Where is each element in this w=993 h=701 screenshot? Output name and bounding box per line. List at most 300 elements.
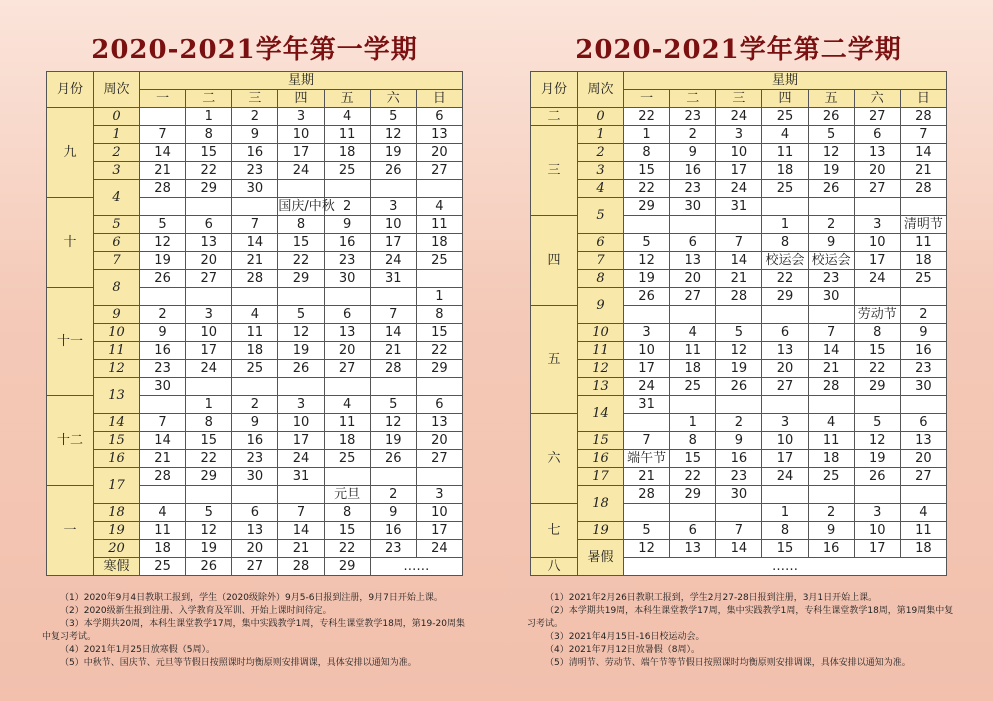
day-cell: 12 bbox=[140, 234, 186, 252]
month-cell: 八 bbox=[531, 558, 578, 576]
day-cell bbox=[140, 198, 186, 216]
day-cell: 7 bbox=[140, 126, 186, 144]
day-cell: 2 bbox=[900, 306, 946, 324]
month-cell: 七 bbox=[531, 504, 578, 558]
week-row bbox=[531, 432, 947, 450]
day-cell: 7 bbox=[624, 432, 670, 450]
note: （2）2020级新生报到注册、入学教育及军训、开始上课时间待定。 bbox=[60, 606, 332, 616]
week-row bbox=[47, 108, 463, 126]
day-cell: 3 bbox=[854, 504, 900, 522]
day-cell: 20 bbox=[900, 450, 946, 468]
day-cell: 15 bbox=[416, 324, 462, 342]
month-cell: 十 bbox=[47, 198, 94, 288]
day-of-week-header: 二 bbox=[186, 90, 232, 108]
day-cell: 12 bbox=[186, 522, 232, 540]
day-cell: 21 bbox=[808, 360, 854, 378]
day-cell bbox=[324, 468, 370, 486]
week-row bbox=[47, 126, 463, 144]
day-cell: 9 bbox=[808, 234, 854, 252]
day-cell: 29 bbox=[854, 378, 900, 396]
day-cell: 26 bbox=[370, 450, 416, 468]
week-number-cell: 12 bbox=[578, 360, 624, 378]
day-cell: 6 bbox=[670, 522, 716, 540]
day-cell: 7 bbox=[232, 216, 278, 234]
week-row-split bbox=[47, 180, 463, 198]
day-cell: 13 bbox=[762, 342, 808, 360]
day-cell: 23 bbox=[370, 540, 416, 558]
day-cell: 国庆/中秋 bbox=[278, 199, 335, 214]
day-of-week-header: 四 bbox=[762, 90, 808, 108]
day-cell: 24 bbox=[854, 270, 900, 288]
week-number-cell: 1 bbox=[578, 126, 624, 144]
week-number-cell: 9 bbox=[94, 306, 140, 324]
day-cell: 19 bbox=[186, 540, 232, 558]
day-cell: 20 bbox=[854, 162, 900, 180]
day-cell bbox=[716, 504, 762, 522]
day-cell: 24 bbox=[416, 540, 462, 558]
day-cell: 28 bbox=[278, 558, 324, 576]
week-row bbox=[47, 234, 463, 252]
week-row-split bbox=[531, 288, 947, 306]
day-cell bbox=[186, 486, 232, 504]
day-cell: 26 bbox=[140, 270, 186, 288]
week-number-cell: 13 bbox=[578, 378, 624, 396]
day-cell bbox=[232, 288, 278, 306]
day-cell: 30 bbox=[140, 378, 186, 396]
day-cell: 12 bbox=[808, 144, 854, 162]
day-cell: 4 bbox=[900, 504, 946, 522]
day-cell: 20 bbox=[670, 270, 716, 288]
week-row bbox=[531, 252, 947, 270]
day-cell bbox=[232, 378, 278, 396]
day-cell: 25 bbox=[808, 468, 854, 486]
day-cell bbox=[808, 306, 854, 324]
day-cell: 18 bbox=[762, 162, 808, 180]
day-cell: 7 bbox=[278, 504, 324, 522]
day-cell: 8 bbox=[416, 306, 462, 324]
day-of-week-header: 二 bbox=[670, 90, 716, 108]
day-cell: 17 bbox=[624, 360, 670, 378]
day-cell: 4 bbox=[808, 414, 854, 432]
day-cell: 20 bbox=[324, 342, 370, 360]
day-cell: 13 bbox=[670, 252, 716, 270]
note: （2）本学期共19周，本科生课堂教学17周，集中实践教学1周，专科生课堂教学18周，第19周集中复习考试。 bbox=[527, 606, 954, 629]
day-cell: 25 bbox=[670, 378, 716, 396]
day-cell: 31 bbox=[624, 396, 670, 414]
day-cell: 17 bbox=[854, 252, 900, 270]
day-of-week-header: 四 bbox=[278, 90, 324, 108]
weekday-header: 星期 bbox=[624, 72, 947, 90]
week-number-cell: 2 bbox=[94, 144, 140, 162]
day-cell: 11 bbox=[900, 522, 946, 540]
day-cell: 31 bbox=[370, 270, 416, 288]
day-cell bbox=[762, 486, 808, 504]
day-cell: 13 bbox=[186, 234, 232, 252]
day-cell: 12 bbox=[278, 324, 324, 342]
day-cell: 4 bbox=[232, 306, 278, 324]
day-cell bbox=[416, 378, 462, 396]
week-number-cell: 15 bbox=[94, 432, 140, 450]
note: （4）2021年1月25日放寒假（5周）。 bbox=[60, 645, 216, 655]
week-row bbox=[47, 432, 463, 450]
day-cell bbox=[232, 486, 278, 504]
week-row-split bbox=[47, 468, 463, 486]
week-number-cell: 11 bbox=[578, 342, 624, 360]
day-cell: 16 bbox=[370, 522, 416, 540]
month-cell: 六 bbox=[531, 414, 578, 504]
day-of-week-header: 三 bbox=[716, 90, 762, 108]
day-cell: 17 bbox=[716, 162, 762, 180]
day-cell: 18 bbox=[900, 540, 946, 558]
day-cell: 5 bbox=[854, 414, 900, 432]
week-row bbox=[531, 342, 947, 360]
day-cell: 21 bbox=[232, 252, 278, 270]
day-cell: 20 bbox=[186, 252, 232, 270]
day-cell: 2 bbox=[670, 126, 716, 144]
day-cell: 23 bbox=[232, 162, 278, 180]
day-cell: 10 bbox=[370, 216, 416, 234]
week-row bbox=[531, 450, 947, 468]
day-cell: 21 bbox=[900, 162, 946, 180]
day-cell: 20 bbox=[762, 360, 808, 378]
winter-break-label: 寒假 bbox=[94, 558, 140, 576]
day-cell bbox=[808, 396, 854, 414]
day-cell: 12 bbox=[370, 414, 416, 432]
day-cell bbox=[716, 306, 762, 324]
note: （5）中秋节、国庆节、元旦等节假日按照课时均衡原则安排调课，具体安排以通知为准。 bbox=[60, 658, 417, 668]
day-cell: 17 bbox=[186, 342, 232, 360]
day-cell: 29 bbox=[186, 180, 232, 198]
day-cell bbox=[762, 396, 808, 414]
day-cell: 27 bbox=[416, 162, 462, 180]
day-cell: 21 bbox=[140, 450, 186, 468]
day-cell: 22 bbox=[416, 342, 462, 360]
week-row bbox=[47, 540, 463, 558]
day-cell: 9 bbox=[900, 324, 946, 342]
day-cell: 23 bbox=[670, 108, 716, 126]
day-cell: 26 bbox=[854, 468, 900, 486]
day-cell bbox=[670, 504, 716, 522]
day-cell: 24 bbox=[624, 378, 670, 396]
day-cell: 28 bbox=[140, 468, 186, 486]
day-cell: 8 bbox=[186, 414, 232, 432]
winter-break-row bbox=[47, 558, 463, 576]
day-cell bbox=[716, 216, 762, 234]
week-number-cell: 17 bbox=[94, 468, 140, 504]
day-cell bbox=[624, 216, 670, 234]
day-cell: 13 bbox=[854, 144, 900, 162]
day-cell: 11 bbox=[900, 234, 946, 252]
day-cell: 27 bbox=[900, 468, 946, 486]
day-cell: 19 bbox=[370, 432, 416, 450]
week-row bbox=[47, 324, 463, 342]
day-cell bbox=[324, 180, 370, 198]
week-row bbox=[47, 414, 463, 432]
day-cell: 18 bbox=[670, 360, 716, 378]
day-cell: 8 bbox=[762, 522, 808, 540]
day-cell: 22 bbox=[324, 540, 370, 558]
day-cell bbox=[854, 396, 900, 414]
day-cell bbox=[140, 288, 186, 306]
day-cell: 6 bbox=[900, 414, 946, 432]
day-cell: 6 bbox=[232, 504, 278, 522]
month-cell: 五 bbox=[531, 306, 578, 414]
day-cell: 5 bbox=[808, 126, 854, 144]
day-cell bbox=[854, 288, 900, 306]
day-cell bbox=[278, 378, 324, 396]
day-cell: 26 bbox=[716, 378, 762, 396]
week-number-cell: 0 bbox=[578, 108, 624, 126]
day-cell: 10 bbox=[716, 144, 762, 162]
semester1-notes bbox=[42, 592, 469, 670]
note: （1）2021年2月26日教职工报到，学生2月27-28日报到注册，3月1日开始上课。 bbox=[545, 593, 878, 603]
day-of-week-header: 五 bbox=[808, 90, 854, 108]
day-cell: 29 bbox=[762, 288, 808, 306]
day-cell: …… bbox=[624, 558, 947, 576]
day-cell: 清明节 bbox=[900, 216, 946, 234]
week-row bbox=[47, 306, 463, 324]
month-cell: 十一 bbox=[47, 288, 94, 396]
day-cell bbox=[624, 306, 670, 324]
day-cell: 25 bbox=[762, 108, 808, 126]
day-cell bbox=[762, 198, 808, 216]
day-cell: 27 bbox=[762, 378, 808, 396]
day-of-week-header: 日 bbox=[900, 90, 946, 108]
day-cell: 10 bbox=[186, 324, 232, 342]
day-cell: 10 bbox=[854, 234, 900, 252]
day-cell: 1 bbox=[762, 504, 808, 522]
day-cell: 26 bbox=[370, 162, 416, 180]
day-cell: 6 bbox=[186, 216, 232, 234]
day-cell: 16 bbox=[716, 450, 762, 468]
day-of-week-header: 一 bbox=[140, 90, 186, 108]
day-cell: 11 bbox=[324, 414, 370, 432]
day-cell: 23 bbox=[808, 270, 854, 288]
day-cell: 6 bbox=[324, 306, 370, 324]
day-cell: 8 bbox=[624, 144, 670, 162]
day-cell: 30 bbox=[232, 180, 278, 198]
note: （1）2020年9月4日教职工报到，学生（2020级除外）9月5-6日报到注册，9月7日开始上课。 bbox=[60, 593, 443, 603]
day-cell: 27 bbox=[854, 108, 900, 126]
week-number-cell: 1 bbox=[94, 126, 140, 144]
day-cell: 28 bbox=[370, 360, 416, 378]
day-cell: 25 bbox=[900, 270, 946, 288]
day-cell bbox=[854, 486, 900, 504]
day-cell: 7 bbox=[900, 126, 946, 144]
week-number-cell: 6 bbox=[578, 234, 624, 252]
day-cell: 24 bbox=[186, 360, 232, 378]
week-row bbox=[531, 378, 947, 396]
day-cell: 3 bbox=[624, 324, 670, 342]
week-number-cell: 7 bbox=[578, 252, 624, 270]
day-cell: 27 bbox=[232, 558, 278, 576]
day-cell bbox=[324, 288, 370, 306]
note: （3）2021年4月15日-16日校运动会。 bbox=[545, 632, 705, 642]
day-cell bbox=[416, 468, 462, 486]
week-number-cell: 14 bbox=[94, 414, 140, 432]
day-cell: 18 bbox=[232, 342, 278, 360]
day-cell: 29 bbox=[670, 486, 716, 504]
week-number-cell: 5 bbox=[578, 198, 624, 234]
day-cell: 30 bbox=[324, 270, 370, 288]
day-cell: 10 bbox=[624, 342, 670, 360]
day-cell bbox=[900, 198, 946, 216]
week-number-cell: 8 bbox=[578, 270, 624, 288]
day-cell: 14 bbox=[278, 522, 324, 540]
day-cell: 23 bbox=[716, 468, 762, 486]
week-number-cell: 18 bbox=[94, 504, 140, 522]
week-number-cell: 8 bbox=[94, 270, 140, 306]
month-cell: 十二 bbox=[47, 396, 94, 486]
day-cell: 26 bbox=[278, 360, 324, 378]
week-number-cell: 18 bbox=[578, 486, 624, 522]
day-cell: 22 bbox=[186, 450, 232, 468]
day-cell: …… bbox=[370, 558, 462, 576]
day-cell bbox=[900, 486, 946, 504]
day-cell: 24 bbox=[716, 108, 762, 126]
day-cell bbox=[762, 306, 808, 324]
day-cell: 11 bbox=[416, 216, 462, 234]
day-cell bbox=[416, 270, 462, 288]
day-cell: 3 bbox=[186, 306, 232, 324]
day-cell: 21 bbox=[624, 468, 670, 486]
day-cell: 19 bbox=[140, 252, 186, 270]
day-cell: 14 bbox=[140, 144, 186, 162]
day-cell: 1 bbox=[670, 414, 716, 432]
day-cell: 8 bbox=[324, 504, 370, 522]
day-cell: 24 bbox=[278, 450, 324, 468]
semester2-calendar-table bbox=[530, 71, 947, 576]
day-cell bbox=[140, 396, 186, 414]
day-cell: 18 bbox=[324, 432, 370, 450]
week-number-cell: 16 bbox=[578, 450, 624, 468]
week-number-cell: 3 bbox=[94, 162, 140, 180]
day-cell bbox=[370, 378, 416, 396]
day-cell: 6 bbox=[416, 108, 462, 126]
week-row-split bbox=[531, 486, 947, 504]
day-of-week-header: 三 bbox=[232, 90, 278, 108]
day-cell: 18 bbox=[324, 144, 370, 162]
week-number-cell: 16 bbox=[94, 450, 140, 468]
day-cell: 2 bbox=[140, 306, 186, 324]
day-cell: 19 bbox=[370, 144, 416, 162]
week-number-cell: 3 bbox=[578, 162, 624, 180]
week-number-cell: 2 bbox=[578, 144, 624, 162]
day-cell: 17 bbox=[416, 522, 462, 540]
day-cell: 9 bbox=[324, 216, 370, 234]
note: （4）2021年7月12日放暑假（8周）。 bbox=[545, 645, 701, 655]
day-cell: 7 bbox=[370, 306, 416, 324]
day-cell: 13 bbox=[232, 522, 278, 540]
day-cell: 2 bbox=[716, 414, 762, 432]
semester2-title: 2020-2021学年第二学期 bbox=[575, 35, 902, 65]
day-cell: 9 bbox=[370, 504, 416, 522]
day-cell: 15 bbox=[186, 432, 232, 450]
day-cell: 4 bbox=[762, 126, 808, 144]
day-of-week-header: 六 bbox=[854, 90, 900, 108]
day-cell: 27 bbox=[854, 180, 900, 198]
day-cell: 3 bbox=[762, 414, 808, 432]
day-cell: 16 bbox=[808, 540, 854, 558]
day-cell: 5 bbox=[140, 216, 186, 234]
day-cell: 21 bbox=[716, 270, 762, 288]
week-row bbox=[47, 216, 463, 234]
day-cell: 21 bbox=[278, 540, 324, 558]
day-cell: 27 bbox=[324, 360, 370, 378]
day-cell: 14 bbox=[370, 324, 416, 342]
day-cell: 7 bbox=[716, 522, 762, 540]
day-cell: 21 bbox=[140, 162, 186, 180]
note: （5）清明节、劳动节、端午节等节假日按照课时均衡原则安排调课，具体安排以通知为准。 bbox=[545, 658, 911, 668]
day-cell: 1 bbox=[762, 216, 808, 234]
month-header: 月份 bbox=[531, 72, 578, 108]
weekday-header: 星期 bbox=[140, 72, 463, 90]
day-cell: 22 bbox=[278, 252, 324, 270]
note: （3）本学期共20周，本科生课堂教学17周，集中实践教学1周，专科生课堂教学18周，第19-20周集中复习考试。 bbox=[42, 619, 465, 642]
week-row bbox=[531, 108, 947, 126]
week-row bbox=[47, 144, 463, 162]
week-number-cell: 7 bbox=[94, 252, 140, 270]
day-cell: 14 bbox=[900, 144, 946, 162]
week-row-split bbox=[531, 396, 947, 414]
week-row bbox=[47, 450, 463, 468]
day-cell: 27 bbox=[186, 270, 232, 288]
week-row-split bbox=[47, 270, 463, 288]
day-cell: 26 bbox=[808, 108, 854, 126]
day-cell: 15 bbox=[670, 450, 716, 468]
day-cell: 28 bbox=[232, 270, 278, 288]
day-cell: 13 bbox=[324, 324, 370, 342]
day-cell: 23 bbox=[232, 450, 278, 468]
day-cell: 28 bbox=[900, 108, 946, 126]
day-cell bbox=[324, 378, 370, 396]
day-cell: 13 bbox=[900, 432, 946, 450]
week-number-cell: 13 bbox=[94, 378, 140, 414]
day-cell bbox=[140, 108, 186, 126]
day-cell: 8 bbox=[854, 324, 900, 342]
day-cell: 24 bbox=[716, 180, 762, 198]
day-cell: 3 bbox=[278, 108, 324, 126]
day-cell: 23 bbox=[900, 360, 946, 378]
day-cell: 17 bbox=[278, 144, 324, 162]
day-cell: 29 bbox=[278, 270, 324, 288]
day-cell: 27 bbox=[416, 450, 462, 468]
day-cell: 3 bbox=[370, 198, 416, 216]
day-cell: 4 bbox=[140, 504, 186, 522]
day-cell: 30 bbox=[900, 378, 946, 396]
week-header: 周次 bbox=[94, 72, 140, 108]
day-cell: 10 bbox=[278, 126, 324, 144]
day-cell bbox=[278, 288, 324, 306]
week-row bbox=[531, 126, 947, 144]
day-cell: 11 bbox=[140, 522, 186, 540]
day-cell: 28 bbox=[624, 486, 670, 504]
day-cell: 19 bbox=[278, 342, 324, 360]
day-cell: 端午节 bbox=[624, 450, 670, 468]
week-row bbox=[531, 162, 947, 180]
week-number-cell: 20 bbox=[94, 540, 140, 558]
day-cell: 14 bbox=[716, 252, 762, 270]
day-cell: 8 bbox=[186, 126, 232, 144]
day-cell bbox=[370, 180, 416, 198]
day-of-week-header: 日 bbox=[416, 90, 462, 108]
day-cell bbox=[278, 486, 324, 504]
day-cell: 8 bbox=[762, 234, 808, 252]
day-cell: 14 bbox=[232, 234, 278, 252]
day-cell: 26 bbox=[186, 558, 232, 576]
week-number-cell: 10 bbox=[578, 324, 624, 342]
week-row bbox=[531, 270, 947, 288]
